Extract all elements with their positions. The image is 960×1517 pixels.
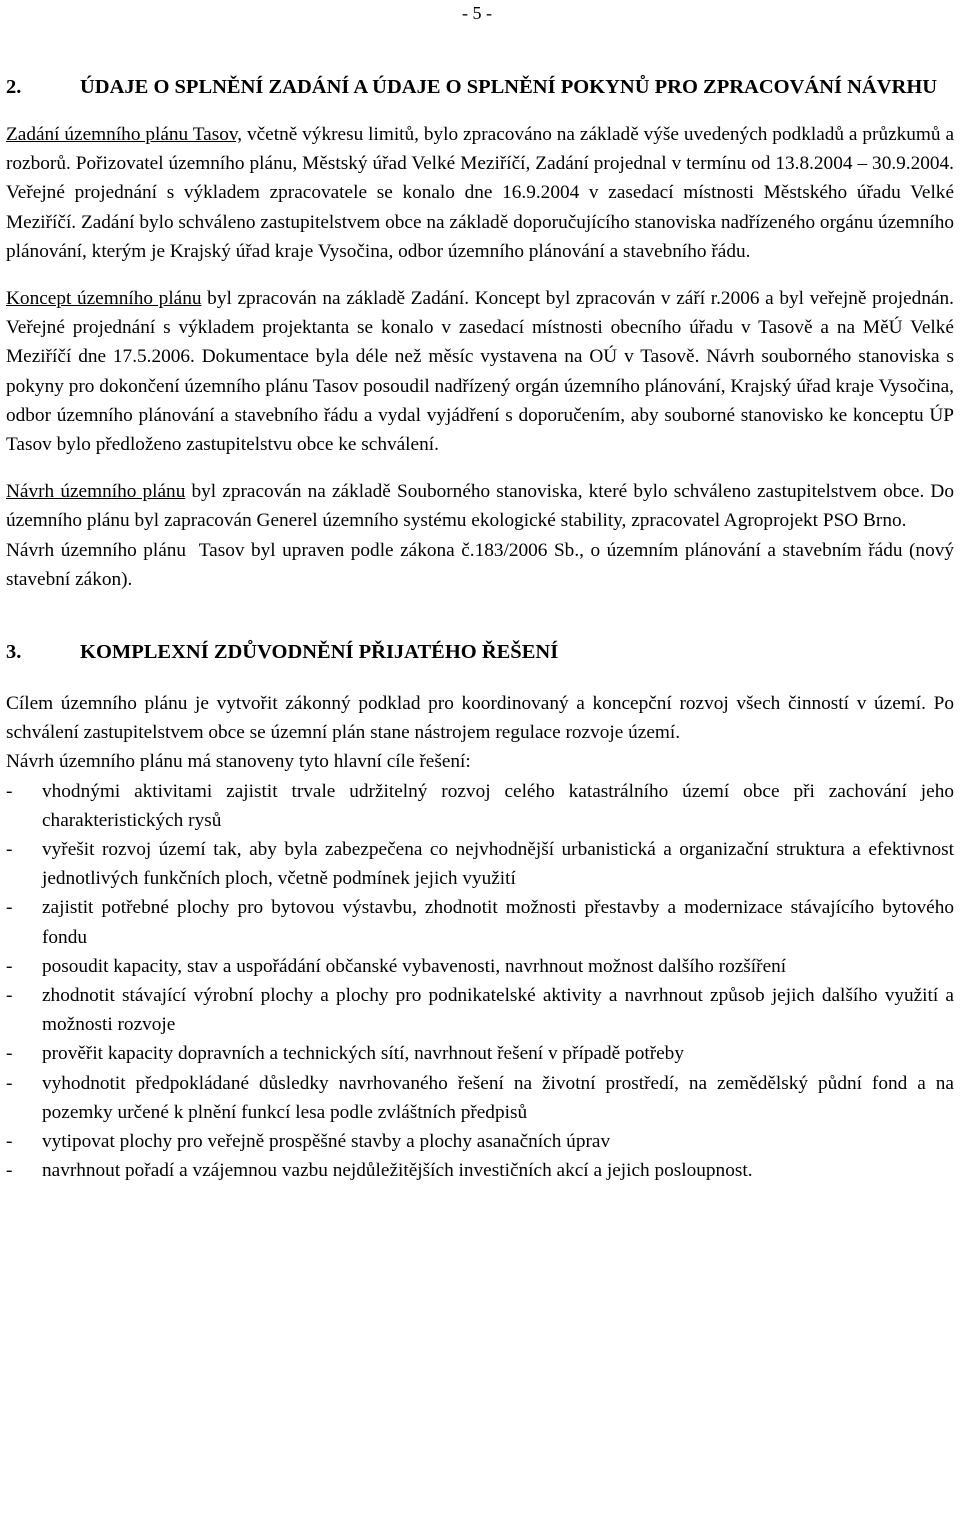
- list-item-text: vytipovat plochy pro veřejně prospěšné stavby a plochy asanačních úprav: [42, 1131, 611, 1153]
- section-2-heading: [6, 73, 954, 102]
- section-2-paragraph-1-text: včetně výkresu limitů, bylo zpracováno na základě výše uvedených podkladů a průzkumů a rozborů. Pořizovatel územního plánu, Městský úřad Velké Meziříčí, Zadání projednal v termínu od 13.8.2004 – 30.9.2004. Veřejné projednání s výkladem zpracovatele se konalo dne 16.9.2004 v zasedací místnosti Městského úřadu Velké Meziříčí. Zadání bylo schváleno zastupitelstvem obce na základě doporučujícího stanoviska nadřízeného orgánu územního plánování, kterým je Krajský úřad kraje Vysočina, odbor územního plánování a stavebního řádu.: [6, 124, 955, 262]
- section-2-paragraph-3-text: byl zpracován na základě Souborného stanoviska, které bylo schváleno zastupitelstvem obce. Do územního plánu byl zapracován Generel územního systému ekologické stability, zpracovatel Agroprojekt PSO Brno.: [6, 481, 954, 532]
- section-2-paragraph-2: [6, 284, 954, 459]
- list-item-text: vyhodnotit předpokládané důsledky navrhovaného řešení na životní prostředí, na zemědělský půdní fond a na pozemky určené k plnění funkcí lesa podle zvláštních předpisů: [42, 1072, 954, 1123]
- section-3-paragraph-2: Návrh územního plánu má stanoveny tyto hlavní cíle řešení:: [6, 751, 471, 773]
- list-item-text: prověřit kapacity dopravních a technických sítí, navrhnout řešení v případě potřeby: [42, 1043, 684, 1065]
- list-dash: -: [6, 780, 13, 802]
- list-item-text: navrhnout pořadí a vzájemnou vazbu nejdůležitějších investičních akcí a jejich posloupnost.: [42, 1160, 753, 1182]
- section-2-number: 2.: [6, 76, 22, 98]
- list-item: [6, 1069, 954, 1127]
- list-item: [6, 893, 954, 951]
- navrh-underlined: Návrh územního plánu: [6, 481, 186, 503]
- list-dash: -: [6, 839, 13, 861]
- section-3-heading: [6, 638, 954, 667]
- list-item-text: posoudit kapacity, stav a uspořádání občanské vybavenosti, navrhnout možnost dalšího rozšíření: [42, 955, 787, 977]
- list-item: [6, 1156, 954, 1185]
- list-item: [6, 777, 954, 835]
- list-dash: -: [6, 897, 13, 919]
- list-item: [6, 1039, 954, 1068]
- document-body: [6, 66, 959, 1186]
- page-number: - 5 -: [462, 3, 492, 23]
- section-3-title: KOMPLEXNÍ ZDŮVODNĚNÍ PŘIJATÉHO ŘEŠENÍ: [80, 641, 559, 664]
- zadani-underlined: Zadání územního plánu Tasov,: [6, 124, 243, 145]
- list-item: [6, 981, 954, 1039]
- list-dash: -: [6, 955, 13, 977]
- goals-list: [6, 777, 954, 1186]
- list-dash: -: [6, 1072, 13, 1094]
- list-item: [6, 1127, 954, 1156]
- list-item-text: vyřešit rozvoj území tak, aby byla zabezpečena co nejvhodnější urbanistická a organizační struktura a efektivnost jednotlivých funkčních ploch, včetně podmínek jejich využití: [42, 839, 954, 890]
- section-3-paragraph-1: Cílem územního plánu je vytvořit zákonný podklad pro koordinovaný a koncepční rozvoj všech činností v území. Po schválení zastupitelstvem obce se územní plán stane nástrojem regulace rozvoje území.: [6, 693, 954, 744]
- section-2-paragraph-2-text: byl zpracován na základě Zadání. Koncept byl zpracován v září r.2006 a byl veřejně projednán. Veřejné projednání s výkladem projektanta se konalo v zasedací místnosti obecního úřadu v Tasově a na MěÚ Velké Meziříčí dne 17.5.2006. Dokumentace byla déle než měsíc vystavena na OÚ v Tasově. Návrh souborného stanoviska s pokyny pro dokončení územního plánu Tasov posoudil nadřízený orgán územního plánování, Krajský úřad kraje Vysočina, odbor územního plánování a stavebního řádu a vydal vyjádření s doporučením, aby souborné stanovisko ke konceptu ÚP Tasov bylo předloženo zastupitelstvu obce ke schválení.: [6, 288, 954, 456]
- list-dash: -: [6, 1160, 13, 1182]
- section-2-paragraph-1: [6, 120, 954, 266]
- section-2-paragraph-3: [6, 477, 954, 535]
- section-2-paragraph-4: Návrh územního plánu Tasov byl upraven podle zákona č.183/2006 Sb., o územním plánování a stavebním řádu (nový stavební zákon).: [6, 539, 959, 590]
- list-dash: -: [6, 1131, 13, 1153]
- list-dash: -: [6, 985, 13, 1007]
- list-item-text: vhodnými aktivitami zajistit trvale udržitelný rozvoj celého katastrálního území obce při zachování jeho charakteristických rysů: [42, 780, 954, 831]
- list-item-text: zajistit potřebné plochy pro bytovou výstavbu, zhodnotit možnosti přestavby a modernizace stávajícího bytového fondu: [42, 897, 954, 948]
- list-item-text: zhodnotit stávající výrobní plochy a plochy pro podnikatelské aktivity a navrhnout způsob jejich dalšího využití a možnosti rozvoje: [42, 985, 954, 1036]
- koncept-underlined: Koncept územního plánu: [6, 288, 202, 310]
- section-2-title: ÚDAJE O SPLNĚNÍ ZADÁNÍ A ÚDAJE O SPLNĚNÍ POKYNŮ PRO ZPRACOVÁNÍ NÁVRHU: [80, 76, 938, 98]
- list-item: [6, 835, 954, 893]
- list-item: [6, 952, 954, 981]
- section-3-number: 3.: [6, 641, 22, 664]
- list-dash: -: [6, 1043, 13, 1065]
